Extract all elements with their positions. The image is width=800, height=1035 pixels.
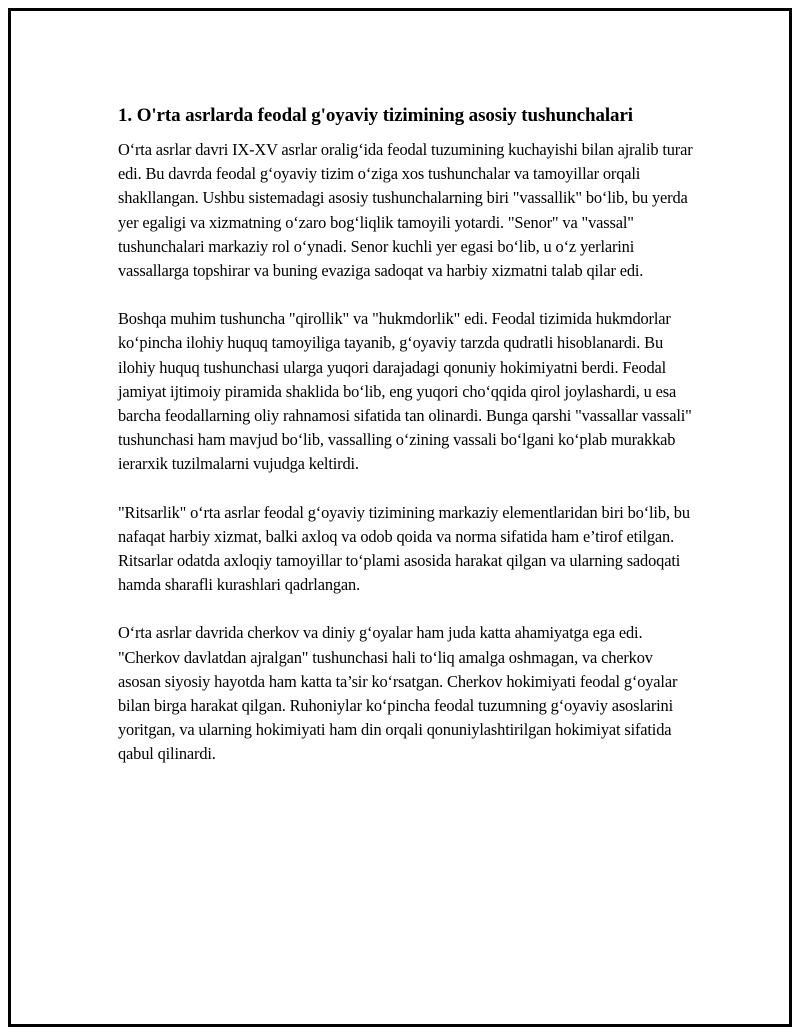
paragraph-church: O‘rta asrlar davrida cherkov va diniy g‘oyalar ham juda katta ahamiyatga ega edi. "Cherkov davlatdan ajralgan" tushunchasi hali to‘liq amalga oshmagan, va cherkov asosan siyosiy hayotda ham katta ta’sir ko‘rsatgan. Cherkov hokimiyati feodal g‘oyalar bilan birga harakat qilgan. Ruhoniylar ko‘pincha feodal tuzumning g‘oyaviy asoslarini yoritgan, va ularning hokimiyati ham din orqali qonuniylashtirilgan hokimiyat sifatida qabul qilinardi. [118,623,678,764]
paragraph-kingship: Boshqa muhim tushuncha "qirollik" va "hukmdorlik" edi. Feodal tizimida hukmdorlar ko‘pincha ilohiy huquq tamoyiliga tayanib, g‘oyaviy tarzda qudratli hisoblanardi. Bu ilohiy huquq tushunchasi ularga yuqori darajadagi qonuniy hokimiyatni berdi. Feodal jamiyat ijtimoiy piramida shaklida bo‘lib, eng yuqori cho‘qqida qirol joylashardi, u esa barcha feodallarning oliy rahnamosi sifatida tan olinardi. Bunga qarshi "vassallar vassali" tushunchasi ham mavjud bo‘lib, vassalling o‘zining vassali bo‘lgani ko‘plab murakkab ierarxik tuzilmalarni vujudga keltirdi. [118,309,692,474]
paragraph-chivalry: "Ritsarlik" o‘rta asrlar feodal g‘oyaviy tizimining markaziy elementlaridan biri bo‘lib, bu nafaqat harbiy xizmat, balki axloq va odob qoida va norma sifatida ham e’tirof etilgan. Ritsarlar odatda axloqiy tamoyillar to‘plami asosida harakat qilgan va ularning sadoqati hamda sharafli kurashlari qadrlangan. [118,502,690,595]
page-frame [8,8,792,1027]
document-content [118,103,698,767]
section-heading: 1. O'rta asrlarda feodal g'oyaviy tizimining asosiy tushunchalari [118,105,633,126]
paragraph-vassalage: O‘rta asrlar davri IX-XV asrlar oralig‘ida feodal tuzumining kuchayishi bilan ajralib turar edi. Bu davrda feodal g‘oyaviy tizim o‘ziga xos tushunchalar va tamoyillar orqali shakllangan. Ushbu sistemadagi asosiy tushunchalarning biri "vassallik" bo‘lib, bu yerda yer egaligi va xizmatning o‘zaro bog‘liqlik tamoyili yotardi. "Senor" va "vassal" tushunchalari markaziy rol o‘ynadi. Senor kuchli yer egasi bo‘lib, u o‘z yerlarini vassallarga topshirar va buning evaziga sadoqat va harbiy xizmatni talab qilar edi. [118,140,693,281]
